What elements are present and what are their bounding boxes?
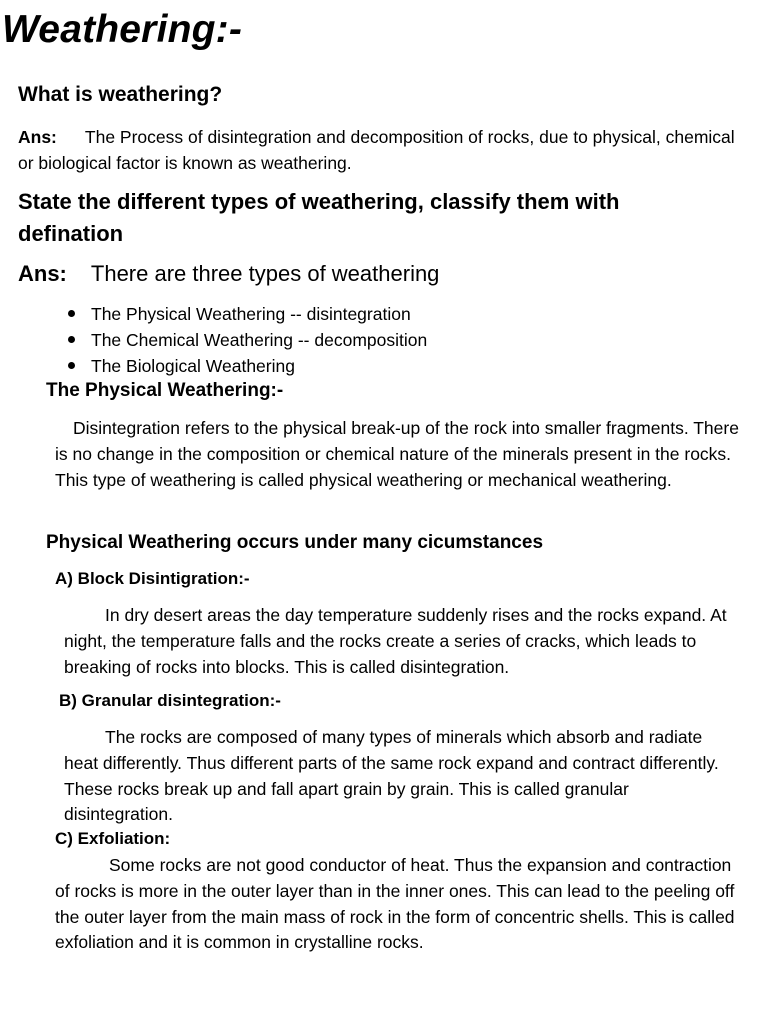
list-item bbox=[64, 327, 427, 353]
answer-text: The Process of disintegration and decomposition of rocks, due to physical, chemical or biological factor is known as weathering. bbox=[18, 127, 735, 173]
ans-label: Ans: bbox=[18, 261, 67, 286]
weathering-types-list bbox=[64, 301, 427, 379]
bullet-icon bbox=[68, 336, 75, 343]
page-title: Weathering:- bbox=[2, 8, 243, 51]
list-item-label: The Chemical Weathering -- decomposition bbox=[91, 330, 428, 350]
list-item-label: The Biological Weathering bbox=[91, 356, 295, 376]
paragraph-exfoliation: Some rocks are not good conductor of heat. Thus the expansion and contraction of rocks is more in the outer layer than in the inner ones. This can lead to the peeling off the outer layer from the main mass of rock in the form of concentric shells. This is called exfoliation and it is common in crystalline rocks. bbox=[55, 855, 735, 953]
list-item-label: The Physical Weathering -- disintegration bbox=[91, 304, 411, 324]
subheading-exfoliation: C) Exfoliation: bbox=[55, 829, 171, 848]
subheading-block-disintegration: A) Block Disintigration:- bbox=[55, 569, 250, 588]
answer-what-is-weathering bbox=[18, 124, 738, 176]
ans-label: Ans: bbox=[18, 127, 57, 147]
section-heading-circumstances: Physical Weathering occurs under many cicumstances bbox=[46, 532, 544, 553]
paragraph-granular-disintegration: The rocks are composed of many types of minerals which absorb and radiate heat differently. Thus different parts of the same rock expand and contract differently. These rocks break up and fall apart grain by grain. This is called granular disintegration. bbox=[64, 727, 719, 825]
paragraph-block-disintegration: In dry desert areas the day temperature suddenly rises and the rocks expand. At night, the temperature falls and the rocks create a series of cracks, which leads to breaking of rocks into blocks. This is called disintegration. bbox=[64, 605, 727, 677]
question-what-is-weathering: What is weathering? bbox=[18, 83, 223, 106]
list-item bbox=[64, 353, 427, 379]
bullet-icon bbox=[68, 362, 75, 369]
answer-text: There are three types of weathering bbox=[90, 261, 440, 286]
question-types-of-weathering: State the different types of weathering, classify them with defination bbox=[18, 189, 620, 246]
subheading-granular-disintegration: B) Granular disintegration:- bbox=[59, 691, 281, 710]
answer-types-of-weathering bbox=[18, 261, 439, 287]
section-heading-physical-weathering: The Physical Weathering:- bbox=[46, 380, 284, 401]
bullet-icon bbox=[68, 310, 75, 317]
list-item bbox=[64, 301, 427, 327]
paragraph-physical-weathering: Disintegration refers to the physical break-up of the rock into smaller fragments. There is no change in the composition or chemical nature of the minerals present in the rocks. This type of weathering is called physical weathering or mechanical weathering. bbox=[55, 418, 739, 490]
